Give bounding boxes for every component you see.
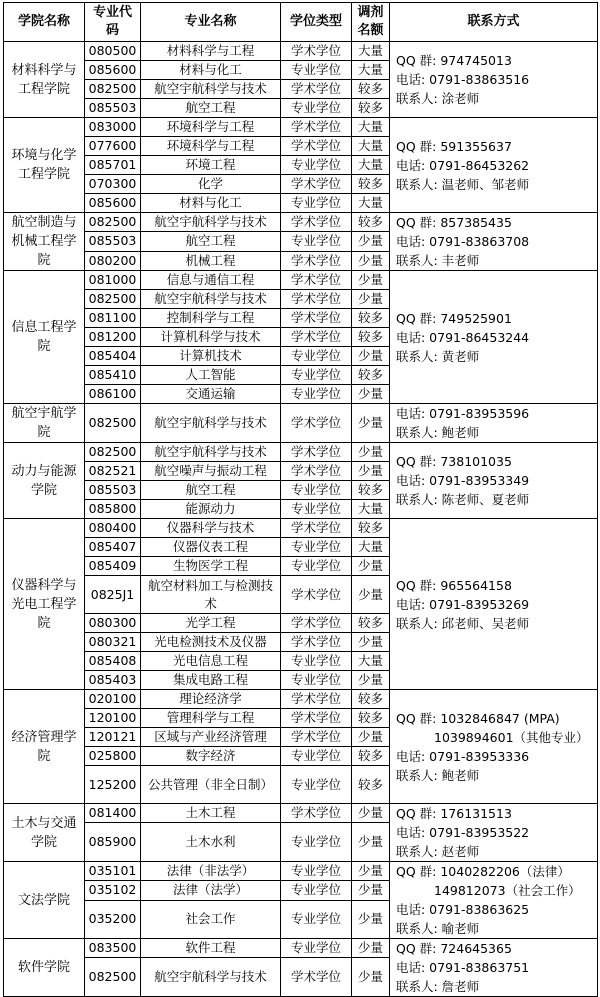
cell-code: 085701	[85, 156, 141, 175]
cell-quota: 少量	[352, 939, 390, 958]
cell-major: 控制科学与工程	[141, 309, 281, 328]
cell-degree: 专业学位	[281, 939, 352, 958]
cell-major: 仪器科学与技术	[141, 519, 281, 538]
contact-cell	[390, 118, 598, 213]
cell-degree: 学术学位	[281, 175, 352, 194]
cell-quota: 较多	[352, 747, 390, 766]
cell-degree: 专业学位	[281, 538, 352, 557]
contact-line: 电话: 0791-83953349	[396, 473, 530, 488]
cell-code: 081000	[85, 271, 141, 290]
cell-degree: 学术学位	[281, 290, 352, 309]
contact-line: QQ 群: 749525901	[396, 310, 512, 326]
cell-quota: 大量	[352, 652, 390, 671]
contact-cell	[390, 862, 598, 939]
cell-code: 085403	[85, 671, 141, 690]
contact-line: 联系人: 温老师、邹老师	[396, 176, 530, 192]
table-row	[4, 939, 598, 958]
cell-quota: 大量	[352, 61, 390, 80]
cell-major: 理论经济学	[141, 690, 281, 709]
college-name: 环境与化学工程学院	[4, 118, 85, 213]
cell-major: 软件工程	[141, 939, 281, 958]
cell-quota: 较多	[352, 519, 390, 538]
contact-cell	[390, 271, 598, 404]
cell-quota: 大量	[352, 118, 390, 137]
cell-quota: 少量	[352, 728, 390, 747]
table-row	[4, 862, 598, 881]
cell-major: 机械工程	[141, 251, 281, 270]
contact-line: QQ 群: 724645365	[396, 941, 512, 956]
contact-cell	[390, 519, 598, 690]
cell-code: 082500	[85, 404, 141, 443]
college-name: 航空制造与机械工程学院	[4, 213, 85, 271]
cell-quota: 少量	[352, 576, 390, 614]
contact-line: 联系人: 赵老师	[396, 844, 480, 859]
cell-code: 025800	[85, 747, 141, 766]
cell-quota: 少量	[352, 232, 390, 251]
cell-degree: 学术学位	[281, 576, 352, 614]
cell-code: 082500	[85, 80, 141, 99]
cell-code: 083000	[85, 118, 141, 137]
contact-cell	[390, 690, 598, 804]
cell-code: 020100	[85, 690, 141, 709]
contact-cell	[390, 443, 598, 519]
contact-cell	[390, 213, 598, 271]
cell-code: 035102	[85, 881, 141, 900]
cell-degree: 学术学位	[281, 443, 352, 462]
cell-major: 计算机技术	[141, 347, 281, 366]
cell-code: 120121	[85, 728, 141, 747]
cell-quota: 较多	[352, 766, 390, 804]
contact-line: QQ 群: 1040282206（法律）	[396, 864, 570, 879]
cell-major: 航空材料加工与检测技术	[141, 576, 281, 614]
cell-quota: 少量	[352, 881, 390, 900]
cell-major: 光电检测技术及仪器	[141, 633, 281, 652]
cell-code: 085503	[85, 232, 141, 251]
cell-degree: 学术学位	[281, 251, 352, 270]
cell-degree: 专业学位	[281, 366, 352, 385]
cell-code: 085407	[85, 538, 141, 557]
cell-major: 光电信息工程	[141, 652, 281, 671]
college-name: 文法学院	[4, 862, 85, 939]
cell-degree: 学术学位	[281, 804, 352, 823]
contact-line: 电话: 0791-86453262	[396, 157, 530, 173]
cell-major: 交通运输	[141, 385, 281, 404]
cell-quota: 少量	[352, 633, 390, 652]
cell-major: 生物医学工程	[141, 557, 281, 576]
cell-quota: 大量	[352, 500, 390, 519]
contact-line: 联系人: 鲍老师	[396, 767, 480, 783]
cell-degree: 学术学位	[281, 614, 352, 633]
cell-major: 化学	[141, 175, 281, 194]
cell-major: 计算机科学与技术	[141, 328, 281, 347]
contact-line: QQ 群: 738101035	[396, 454, 512, 469]
cell-degree: 专业学位	[281, 61, 352, 80]
college-name: 航空宇航学院	[4, 404, 85, 443]
cell-major: 数字经济	[141, 747, 281, 766]
cell-code: 085503	[85, 99, 141, 118]
contact-line: 电话: 0791-83863751	[396, 960, 530, 975]
table-body	[4, 42, 598, 997]
cell-major: 土木水利	[141, 823, 281, 862]
cell-code: 0825J1	[85, 576, 141, 614]
table-row	[4, 213, 598, 232]
contact-line: 联系人: 詹老师	[396, 979, 480, 994]
header-code: 专业代码	[85, 3, 141, 42]
cell-major: 航空宇航科学与技术	[141, 404, 281, 443]
contact-line: 联系人: 喻老师	[396, 921, 480, 936]
cell-major: 航空宇航科学与技术	[141, 290, 281, 309]
cell-quota: 大量	[352, 42, 390, 61]
transfer-admission-table	[3, 2, 598, 997]
table-row	[4, 118, 598, 137]
cell-major: 环境科学与工程	[141, 118, 281, 137]
cell-quota: 少量	[352, 404, 390, 443]
cell-quota: 较多	[352, 80, 390, 99]
cell-degree: 专业学位	[281, 481, 352, 500]
cell-major: 航空宇航科学与技术	[141, 80, 281, 99]
contact-line: QQ 群: 974745013	[396, 53, 512, 68]
cell-code: 080321	[85, 633, 141, 652]
cell-code: 070300	[85, 175, 141, 194]
cell-major: 航空噪声与振动工程	[141, 462, 281, 481]
cell-major: 信息与通信工程	[141, 271, 281, 290]
cell-degree: 学术学位	[281, 404, 352, 443]
cell-quota: 少量	[352, 462, 390, 481]
cell-quota: 少量	[352, 958, 390, 997]
cell-quota: 较多	[352, 709, 390, 728]
cell-major: 集成电路工程	[141, 671, 281, 690]
cell-degree: 专业学位	[281, 862, 352, 881]
cell-major: 航空工程	[141, 232, 281, 251]
cell-quota: 少量	[352, 671, 390, 690]
contact-line: 联系人: 丰老师	[396, 253, 480, 268]
college-name: 仪器科学与光电工程学院	[4, 519, 85, 690]
cell-major: 光学工程	[141, 614, 281, 633]
cell-code: 085503	[85, 481, 141, 500]
table-row	[4, 690, 598, 709]
cell-degree: 学术学位	[281, 309, 352, 328]
cell-degree: 学术学位	[281, 519, 352, 538]
cell-major: 法律（非法学）	[141, 862, 281, 881]
cell-code: 080300	[85, 614, 141, 633]
cell-quota: 少量	[352, 557, 390, 576]
cell-degree: 学术学位	[281, 633, 352, 652]
cell-code: 085900	[85, 823, 141, 862]
college-name: 土木与交通学院	[4, 804, 85, 862]
contact-line: 联系人: 黄老师	[396, 348, 480, 364]
cell-major: 人工智能	[141, 366, 281, 385]
contact-line: QQ 群: 1032846847 (MPA)	[396, 710, 560, 726]
cell-code: 080400	[85, 519, 141, 538]
contact-cell	[390, 804, 598, 862]
contact-line: 电话: 0791-83863625	[396, 902, 530, 917]
cell-code: 080500	[85, 42, 141, 61]
cell-degree: 学术学位	[281, 137, 352, 156]
cell-major: 材料与化工	[141, 61, 281, 80]
header-college: 学院名称	[4, 3, 85, 42]
cell-degree: 专业学位	[281, 156, 352, 175]
cell-code: 035101	[85, 862, 141, 881]
cell-degree: 专业学位	[281, 232, 352, 251]
cell-quota: 少量	[352, 347, 390, 366]
cell-degree: 专业学位	[281, 823, 352, 862]
header-quota: 调剂名额	[352, 3, 390, 42]
cell-degree: 学术学位	[281, 213, 352, 232]
table-row	[4, 404, 598, 443]
cell-major: 管理科学与工程	[141, 709, 281, 728]
cell-degree: 学术学位	[281, 462, 352, 481]
college-name: 信息工程学院	[4, 271, 85, 404]
cell-major: 区域与产业经济管理	[141, 728, 281, 747]
cell-degree: 学术学位	[281, 690, 352, 709]
cell-quota: 少量	[352, 900, 390, 939]
contact-line: QQ 群: 965564158	[396, 577, 512, 593]
cell-quota: 较多	[352, 614, 390, 633]
cell-quota: 较多	[352, 213, 390, 232]
cell-quota: 较多	[352, 328, 390, 347]
cell-code: 085600	[85, 61, 141, 80]
table-row	[4, 42, 598, 61]
cell-code: 082500	[85, 213, 141, 232]
cell-degree: 专业学位	[281, 347, 352, 366]
college-name: 软件学院	[4, 939, 85, 997]
cell-quota: 较多	[352, 175, 390, 194]
cell-major: 航空工程	[141, 481, 281, 500]
cell-major: 公共管理（非全日制）	[141, 766, 281, 804]
cell-major: 航空宇航科学与技术	[141, 958, 281, 997]
header-row	[4, 3, 598, 42]
cell-degree: 学术学位	[281, 728, 352, 747]
cell-code: 085404	[85, 347, 141, 366]
cell-quota: 少量	[352, 862, 390, 881]
cell-quota: 较多	[352, 690, 390, 709]
contact-cell	[390, 42, 598, 118]
cell-major: 航空工程	[141, 99, 281, 118]
cell-degree: 专业学位	[281, 747, 352, 766]
cell-code: 120100	[85, 709, 141, 728]
cell-degree: 学术学位	[281, 958, 352, 997]
college-name: 材料科学与工程学院	[4, 42, 85, 118]
college-name: 动力与能源学院	[4, 443, 85, 519]
cell-degree: 学术学位	[281, 709, 352, 728]
cell-major: 航空宇航科学与技术	[141, 213, 281, 232]
cell-quota: 少量	[352, 290, 390, 309]
contact-line: 149812073（社会工作）	[434, 883, 581, 898]
contact-line: 电话: 0791-83953336	[396, 748, 530, 764]
cell-quota: 大量	[352, 137, 390, 156]
cell-code: 125200	[85, 766, 141, 804]
contact-line: 1039894601（其他专业）	[434, 729, 589, 745]
contact-line: 联系人: 陈老师、夏老师	[396, 492, 530, 507]
contact-line: 电话: 0791-83863708	[396, 234, 530, 249]
cell-code: 083500	[85, 939, 141, 958]
cell-major: 环境科学与工程	[141, 137, 281, 156]
cell-degree: 学术学位	[281, 118, 352, 137]
cell-code: 085600	[85, 194, 141, 213]
cell-quota: 大量	[352, 156, 390, 175]
cell-major: 材料科学与工程	[141, 42, 281, 61]
cell-code: 085800	[85, 500, 141, 519]
cell-major: 土木工程	[141, 804, 281, 823]
contact-line: QQ 群: 857385435	[396, 215, 512, 230]
cell-code: 085410	[85, 366, 141, 385]
cell-major: 航空宇航科学与技术	[141, 443, 281, 462]
cell-major: 材料与化工	[141, 194, 281, 213]
contact-line: 电话: 0791-83953596	[396, 406, 530, 421]
cell-code: 081400	[85, 804, 141, 823]
cell-code: 082500	[85, 290, 141, 309]
cell-major: 法律（法学）	[141, 881, 281, 900]
header-contact: 联系方式	[390, 3, 598, 42]
cell-degree: 专业学位	[281, 881, 352, 900]
contact-line: 电话: 0791-83953269	[396, 596, 530, 612]
table-row	[4, 271, 598, 290]
cell-major: 社会工作	[141, 900, 281, 939]
cell-quota: 较多	[352, 481, 390, 500]
cell-degree: 专业学位	[281, 500, 352, 519]
cell-degree: 学术学位	[281, 80, 352, 99]
cell-degree: 学术学位	[281, 42, 352, 61]
cell-degree: 专业学位	[281, 900, 352, 939]
cell-quota: 少量	[352, 823, 390, 862]
contact-cell	[390, 939, 598, 997]
cell-degree: 学术学位	[281, 271, 352, 290]
contact-line: 联系人: 涂老师	[396, 91, 480, 106]
contact-line: QQ 群: 591355637	[396, 138, 512, 154]
cell-code: 081200	[85, 328, 141, 347]
cell-major: 环境工程	[141, 156, 281, 175]
table-row	[4, 804, 598, 823]
cell-quota: 大量	[352, 538, 390, 557]
contact-line: QQ 群: 176131513	[396, 806, 512, 821]
cell-code: 081100	[85, 309, 141, 328]
cell-quota: 少量	[352, 443, 390, 462]
contact-line: 电话: 0791-86453244	[396, 329, 530, 345]
cell-quota: 少量	[352, 271, 390, 290]
cell-code: 085409	[85, 557, 141, 576]
cell-degree: 专业学位	[281, 671, 352, 690]
cell-quota: 少量	[352, 251, 390, 270]
table-row	[4, 443, 598, 462]
cell-code: 080200	[85, 251, 141, 270]
cell-code: 077600	[85, 137, 141, 156]
college-name: 经济管理学院	[4, 690, 85, 804]
contact-line: 联系人: 邱老师、吴老师	[396, 615, 530, 631]
cell-major: 能源动力	[141, 500, 281, 519]
cell-quota: 大量	[352, 194, 390, 213]
header-degree: 学位类型	[281, 3, 352, 42]
header-major: 专业名称	[141, 3, 281, 42]
cell-degree: 专业学位	[281, 99, 352, 118]
cell-code: 082500	[85, 958, 141, 997]
contact-cell	[390, 404, 598, 443]
cell-code: 035200	[85, 900, 141, 939]
contact-line: 电话: 0791-83863516	[396, 72, 530, 87]
cell-degree: 学术学位	[281, 328, 352, 347]
contact-line: 联系人: 鲍老师	[396, 425, 480, 440]
cell-code: 086100	[85, 385, 141, 404]
cell-quota: 较多	[352, 309, 390, 328]
cell-quota: 较多	[352, 99, 390, 118]
cell-degree: 专业学位	[281, 766, 352, 804]
cell-major: 仪器仪表工程	[141, 538, 281, 557]
cell-degree: 专业学位	[281, 385, 352, 404]
cell-quota: 较多	[352, 366, 390, 385]
cell-code: 082521	[85, 462, 141, 481]
cell-degree: 专业学位	[281, 557, 352, 576]
cell-degree: 专业学位	[281, 652, 352, 671]
cell-code: 082500	[85, 443, 141, 462]
cell-degree: 专业学位	[281, 194, 352, 213]
cell-code: 085408	[85, 652, 141, 671]
table-row	[4, 519, 598, 538]
contact-line: 电话: 0791-83953522	[396, 825, 530, 840]
cell-quota: 少量	[352, 385, 390, 404]
cell-quota: 少量	[352, 804, 390, 823]
